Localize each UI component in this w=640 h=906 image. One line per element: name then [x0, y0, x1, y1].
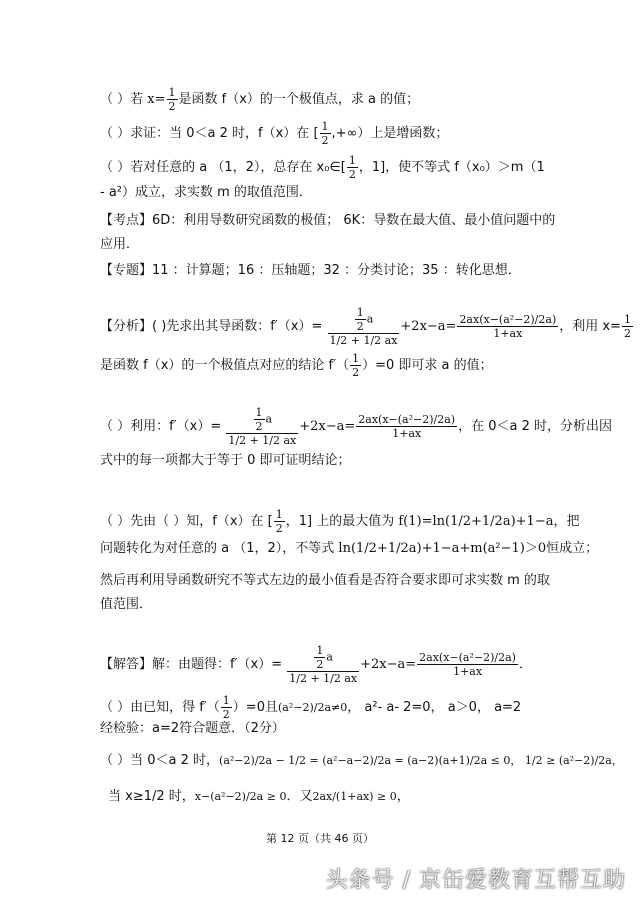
watermark: 头条号 / 京缶爱教育互帮互助 — [325, 868, 626, 893]
zhuanti: 【专题】11 ：计算题；16 ：压轴题；32 ：分类讨论；35 ：转化思想． — [100, 263, 521, 278]
kaodian-line-1: 【考点】6D：利用导数研究函数的极值； 6K：导数在最大值、最小值问题中的 — [100, 213, 556, 228]
kaodian-line-2: 应用． — [100, 237, 140, 252]
dang-line: （ ）当 0＜a 2 时，(a²−2)/2a − 1/2 = (a²−a−2)/2a = (a−2)(a+1)/2a ≤ 0， 1/2 ≥ (a²−2)/2a， — [100, 753, 623, 768]
question-1: （ ）若 x= $\frac{1}{2}$ 是函数 f（x）的一个极值点，求 a 的值； — [100, 86, 420, 113]
yizhi-line: （ ）由已知，得 f′（ $\frac{1}{2}$ ）=0且(a²−2)/2a≠0， a²- a- 2=0， a＞0， a=2 — [100, 694, 522, 721]
wenti-line: 问题转化为对任意的 a （1，2），不等式 ln(1/2+1/2a)+1−a+m(a²−1)＞0恒成立； — [100, 541, 599, 556]
liyong-line-2: 式中的每一项都大于等于 0 即可证明结论； — [100, 453, 351, 468]
fenxi-line-1: 【分析】( )先求出其导函数：f′（x）= $\frac{1}{2}$ a 1/2 + 1/2 ax +2x−a= $\frac{\text{2ax(x−(a²−2)/2a)}}{1+ax}$ ，利用 x= $\frac{1}{2}$ — [100, 306, 631, 347]
jieda-line: 【解答】解：由题得：f′（x）= $\frac{1}{2}$ a 1/2 + 1/2 ax +2x−a= $\frac{\text{2ax(x−(a²−2)/2a)}}{1+ax}$ ． — [100, 644, 532, 685]
xianyou-line: （ ）先由（ ）知，f（x）在 [ $\frac{1}{2}$ ，1] 上的最大值为 f(1)=ln(1/2+1/2a)+1−a，把 — [100, 508, 580, 535]
liyong-line-1: （ ）利用：f′（x）= $\frac{1}{2}$ a 1/2 + 1/2 ax +2x−a= $\frac{\text{2ax(x−(a²−2)/2a)}}{1+ax}$ ，在 0＜a 2 时，分析出因 — [100, 406, 612, 447]
dang-x-line: 当 x≥1/2 时，x−(a²−2)/2a ≥ 0．又2ax/(1+ax) ≥ 0， — [108, 789, 410, 804]
fenxi-frac-2: $\frac{\text{2ax(x−(a²−2)/2a)}}{1+ax}$ — [459, 313, 557, 340]
question-2: （ ）求证：当 0＜a 2 时，f（x）在 [ $\frac{1}{2}$ ,+∞）上是增函数； — [100, 120, 449, 147]
question-3: （ ）若对任意的 a （1，2），总存在 x₀∈[ $\frac{1}{2}$ ，1]，使不等式 f（x₀）＞m（1 — [100, 154, 545, 181]
ranhou-line-1: 然后再利用导函数研究不等式左边的最小值看是否符合要求即可求实数 m 的取 — [100, 573, 550, 588]
ranhou-line-2: 值范围． — [100, 597, 153, 612]
fenxi-line-2: 是函数 f（x）的一个极值点对应的结论 f′（ $\frac{1}{2}$ ）=0 即可求 a 的值； — [100, 352, 493, 379]
jianyan-line: 经检验：a=2符合题意．（2分） — [100, 721, 285, 736]
fenxi-frac-1: $\frac{1}{2}$ a 1/2 + 1/2 ax — [329, 306, 398, 347]
question-3-cont: - a²）成立，求实数 m 的取值范围． — [100, 185, 312, 200]
page-footer: 第 12 页（共 46 页） — [266, 832, 374, 845]
